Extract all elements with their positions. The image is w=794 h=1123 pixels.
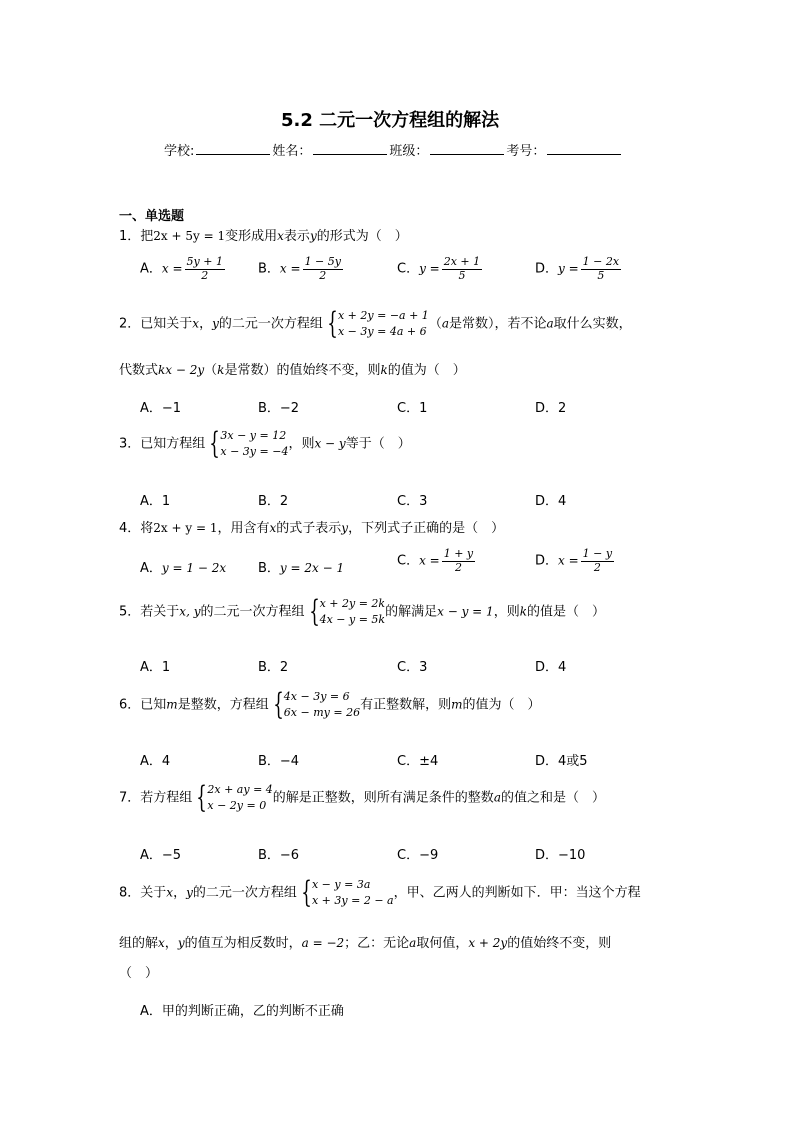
q1-option-c[interactable] [397, 256, 484, 282]
equation: x − 2y = 0 [207, 798, 267, 812]
q4-option-d[interactable] [535, 548, 616, 574]
math-var: k [217, 363, 225, 377]
q4-option-a[interactable] [140, 557, 226, 576]
q-text: 有正整数解，则 [360, 697, 452, 713]
equation-system [305, 593, 386, 629]
q1-option-d[interactable] [535, 256, 623, 282]
denominator: 2 [201, 268, 209, 282]
q-text: 的形式为（ ） [316, 229, 408, 244]
math-expression: x = [161, 261, 183, 276]
math-expression: x − y [314, 436, 346, 451]
math-expression: x = [279, 261, 301, 276]
q-text: 的式子表示 [276, 521, 342, 536]
question-number: 1． [119, 229, 141, 244]
option-label: D． [535, 553, 559, 569]
question-7 [119, 779, 605, 815]
q-text: 等于（ ） [345, 436, 411, 452]
q-text: ，则 [288, 436, 315, 452]
q-text: 已知 [140, 697, 167, 713]
question-number: 6． [119, 697, 141, 713]
math-expression: kx − 2y [158, 363, 205, 377]
question-4 [119, 522, 504, 535]
section-heading: 一、单选题 [119, 209, 185, 224]
q6-option-a[interactable]: A．4 [140, 754, 171, 769]
equation: 2x + ay = 4 [207, 783, 273, 796]
brace-icon: { [308, 593, 320, 629]
math-var: k [380, 363, 388, 377]
q-text: 的值始终不变，则 [507, 936, 612, 951]
q-text: 组的解 [119, 936, 159, 951]
question-number: 4． [119, 521, 141, 536]
q-text: 是常数），若不论 [448, 316, 547, 332]
q-text: 将 [140, 521, 154, 536]
math-expression: x + 2y [468, 936, 508, 950]
numerator: 1 − 2x [582, 255, 620, 268]
numerator: 1 − 5y [304, 255, 341, 268]
q-text: ；乙：无论 [344, 936, 410, 951]
question-number: 8． [119, 885, 141, 901]
math-var: a [441, 316, 449, 331]
q6-option-c[interactable]: C．±4 [397, 754, 439, 769]
brace-icon: { [327, 305, 338, 341]
question-1 [119, 230, 408, 243]
math-expression: 2x + y = 1 [153, 521, 218, 535]
q-text: 的值是（ ） [526, 604, 605, 620]
q-text: 的解是正整数，则所有满足条件的整数 [272, 790, 494, 806]
q5-option-d[interactable]: D．4 [535, 660, 567, 675]
q2-option-a[interactable]: A．−1 [140, 401, 182, 416]
math-expression: x = [558, 553, 579, 568]
equation: x + 2y = −a + 1 [337, 309, 429, 322]
option-label: C． [397, 261, 420, 277]
q3-option-b[interactable]: B．2 [258, 494, 289, 509]
q2-option-c[interactable]: C．1 [397, 401, 428, 416]
q3-option-a[interactable]: A．1 [140, 494, 171, 509]
q-text: 关于 [140, 885, 167, 901]
equation-system [297, 874, 394, 910]
math-var: a [409, 936, 417, 950]
math-var: y [212, 316, 219, 331]
equation: 4x − 3y = 6 [283, 690, 350, 703]
equation: x + 2y = 2k [319, 597, 386, 610]
numerator: 2x + 1 [443, 255, 481, 268]
fraction [581, 548, 614, 574]
numerator: 1 + y [443, 547, 474, 560]
math-var: y [177, 936, 185, 950]
student-info-line [164, 140, 623, 159]
q-text: 的二元一次方程组 [218, 316, 323, 332]
denominator: 5 [458, 268, 466, 282]
q-text: 的值互为相反数时， [184, 936, 302, 951]
q-text: 把 [140, 229, 154, 244]
equation: x − 3y = −4 [220, 444, 289, 458]
fraction [442, 548, 475, 574]
math-var: k [519, 604, 527, 619]
equation-system [323, 305, 429, 341]
q5-option-a[interactable]: A．1 [140, 660, 171, 675]
q1-option-b[interactable] [258, 256, 345, 282]
math-expression: a = −2 [301, 936, 345, 950]
class-blank[interactable] [430, 141, 504, 155]
equation: 4x − y = 5k [319, 612, 386, 626]
question-8 [119, 874, 641, 910]
math-var: m [166, 697, 178, 712]
q7-option-d[interactable]: D．−10 [535, 848, 586, 863]
equation-system [269, 686, 361, 722]
math-expression: x = [419, 553, 440, 568]
option-label: B． [258, 261, 280, 277]
q4-option-b[interactable] [258, 557, 344, 576]
number-blank[interactable] [547, 141, 621, 155]
q-text: ，甲、乙两人的判断如下．甲：当这个方程 [393, 885, 641, 901]
math-expression: x − y = 1 [437, 604, 494, 619]
q-text: 的解满足 [385, 604, 438, 620]
q-text: 代数式 [119, 363, 159, 378]
q-text: ，下列式子正确的是（ ） [348, 521, 505, 536]
page-title: 5.2 二元一次方程组的解法 [281, 110, 500, 131]
denominator: 2 [593, 560, 601, 574]
number-label: 考号： [506, 144, 546, 159]
math-var: y [186, 885, 193, 900]
q6-option-d[interactable]: D．4或5 [535, 754, 588, 769]
q2-option-b[interactable]: B．−2 [258, 401, 300, 416]
question-number: 2． [119, 316, 141, 332]
q-text: 的值为（ ） [462, 697, 541, 713]
q-text: （ [204, 363, 218, 378]
q-text: 若关于 [140, 604, 180, 620]
option-label: B． [258, 561, 280, 576]
q-text: ， [173, 885, 187, 901]
q-text: ，则 [493, 604, 520, 620]
q-text: ， [199, 316, 213, 332]
question-number: 5． [119, 604, 141, 620]
q-text: 的二元一次方程组 [200, 604, 305, 620]
brace-icon: { [209, 425, 221, 461]
math-var: x [166, 885, 174, 900]
q-text: 是整数，方程组 [177, 697, 269, 713]
fraction [185, 256, 225, 282]
math-var: x [277, 229, 284, 243]
name-label: 姓名： [272, 144, 312, 159]
equation: x + 3y = 2 − a [311, 893, 394, 907]
math-var: m [451, 697, 463, 712]
q7-option-c[interactable]: C．−9 [397, 848, 439, 863]
class-label: 班级： [389, 144, 429, 159]
brace-icon: { [196, 779, 208, 815]
math-expression: y = [419, 261, 440, 276]
q-text: 变形成用 [225, 229, 278, 244]
q-text: 若方程组 [140, 790, 193, 806]
brace-icon: { [272, 686, 284, 722]
q-text: 表示 [283, 229, 310, 244]
q-text: 的二元一次方程组 [192, 885, 297, 901]
q3-option-c[interactable]: C．3 [397, 494, 428, 509]
numerator: 1 − y [582, 547, 613, 560]
q-text: 的值为（ ） [387, 363, 466, 378]
fraction [303, 256, 343, 282]
math-var: x [269, 521, 277, 535]
math-expression: y = 2x − 1 [279, 561, 345, 575]
question-2-line-2 [119, 364, 466, 377]
question-8-line-2 [119, 937, 611, 950]
denominator: 2 [454, 560, 462, 574]
q4-option-c[interactable] [397, 548, 477, 574]
question-8-line-3: （ ） [119, 966, 159, 981]
option-label: A． [140, 261, 162, 277]
math-expression: y = 1 − 2x [161, 561, 227, 575]
q3-option-d[interactable]: D．4 [535, 494, 567, 509]
math-var: x [192, 316, 200, 331]
fraction [581, 256, 621, 282]
q-text: 的值之和是（ ） [500, 790, 605, 806]
q-text: ，用含有 [217, 521, 270, 536]
q-text: 已知关于 [140, 316, 193, 332]
question-number: 3． [119, 436, 141, 452]
q-text: 已知方程组 [140, 436, 206, 452]
option-label: C． [397, 553, 420, 569]
q5-option-c[interactable]: C．3 [397, 660, 428, 675]
brace-icon: { [301, 874, 312, 910]
q-text: ， [164, 936, 178, 951]
math-expression: y = [558, 261, 579, 276]
numerator: 5y + 1 [186, 255, 223, 268]
math-var: a [546, 316, 554, 331]
equation: x − y = 3a [311, 878, 371, 891]
math-var: a [493, 790, 501, 805]
q-text: 取什么实数， [553, 316, 632, 332]
equation-system [205, 425, 289, 461]
math-expression: 2x + 5y = 1 [153, 229, 226, 243]
name-blank[interactable] [313, 141, 387, 155]
equation: 3x − y = 12 [220, 429, 287, 442]
option-label: D． [535, 261, 559, 277]
math-var: y [309, 229, 317, 243]
q-text: （ [428, 316, 442, 332]
q7-option-b[interactable]: B．−6 [258, 848, 300, 863]
question-number: 7． [119, 790, 141, 806]
q1-option-a[interactable] [140, 256, 227, 282]
math-var: y [341, 521, 349, 535]
question-3 [119, 425, 411, 461]
q2-option-d[interactable]: D．2 [535, 401, 567, 416]
question-2 [119, 305, 632, 341]
math-var: x [158, 936, 165, 950]
equation: x − 3y = 4a + 6 [337, 324, 427, 338]
question-6 [119, 686, 541, 722]
q6-option-b[interactable]: B．−4 [258, 754, 300, 769]
q5-option-b[interactable]: B．2 [258, 660, 289, 675]
q8-option-a[interactable]: A．甲的判断正确，乙的判断不正确 [140, 1004, 344, 1019]
q-text: 取何值， [416, 936, 469, 951]
q-text: 是常数）的值始终不变，则 [224, 363, 381, 378]
denominator: 5 [597, 268, 605, 282]
question-5 [119, 593, 605, 629]
equation: 6x − my = 26 [283, 705, 361, 719]
school-label: 学校: [164, 144, 195, 159]
math-expression: x, y [179, 604, 201, 619]
option-label: A． [140, 561, 162, 576]
school-blank[interactable] [196, 141, 270, 155]
q7-option-a[interactable]: A．−5 [140, 848, 182, 863]
fraction [442, 256, 482, 282]
denominator: 2 [319, 268, 327, 282]
equation-system [192, 779, 273, 815]
